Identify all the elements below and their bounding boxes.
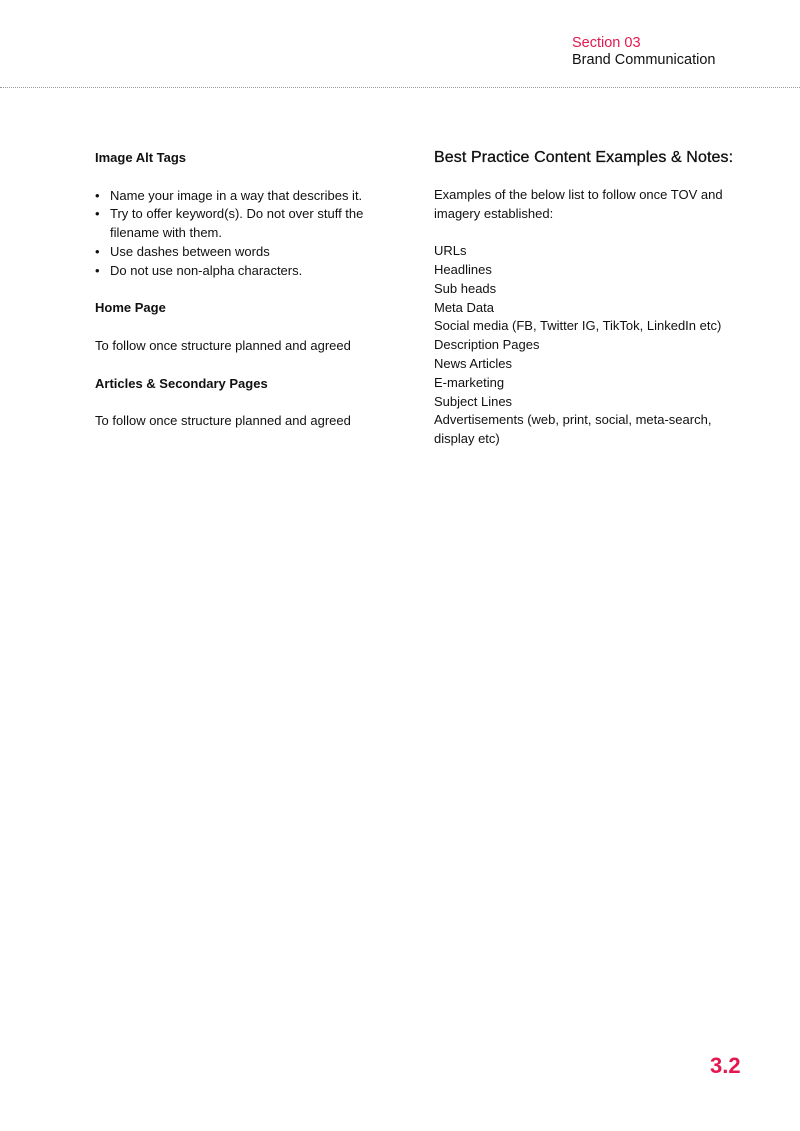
list-item: • Use dashes between words	[95, 243, 395, 262]
list-item: • Try to offer keyword(s). Do not over stuff the filename with them.	[95, 205, 395, 243]
best-practice-intro: Examples of the below list to follow once TOV and imagery established:	[434, 186, 723, 221]
list-item: URLs	[434, 243, 467, 259]
list-item: Meta Data	[434, 299, 494, 315]
page-header	[572, 35, 715, 69]
header-divider	[0, 87, 800, 88]
list-item: • Name your image in a way that describes it.	[95, 187, 395, 206]
list-item: Subject Lines	[434, 393, 513, 409]
list-item: News Articles	[434, 355, 513, 371]
right-column	[434, 149, 754, 449]
list-item: Advertisements (web, print, social, meta-search, display etc)	[434, 412, 712, 447]
content-examples-list	[434, 242, 754, 449]
best-practice-heading: Best Practice Content Examples & Notes:	[434, 149, 734, 166]
image-alt-tags-heading: Image Alt Tags	[95, 150, 187, 165]
home-page-text: To follow once structure planned and agreed	[95, 337, 351, 353]
left-column	[95, 149, 395, 431]
list-item: E-marketing	[434, 374, 505, 390]
articles-heading: Articles & Secondary Pages	[95, 375, 268, 391]
list-item: Description Pages	[434, 337, 540, 353]
section-label: Section 03	[572, 35, 641, 51]
articles-text: To follow once structure planned and agreed	[95, 413, 351, 429]
image-alt-tags-list	[95, 187, 395, 281]
list-item: Sub heads	[434, 280, 497, 296]
home-page-heading: Home Page	[95, 300, 166, 316]
list-item: Headlines	[434, 261, 492, 277]
section-title: Brand Communication	[572, 52, 716, 68]
list-item: Social media (FB, Twitter IG, TikTok, LinkedIn etc)	[434, 318, 722, 334]
page-number: 3.2	[710, 1053, 741, 1078]
list-item: • Do not use non-alpha characters.	[95, 262, 395, 281]
